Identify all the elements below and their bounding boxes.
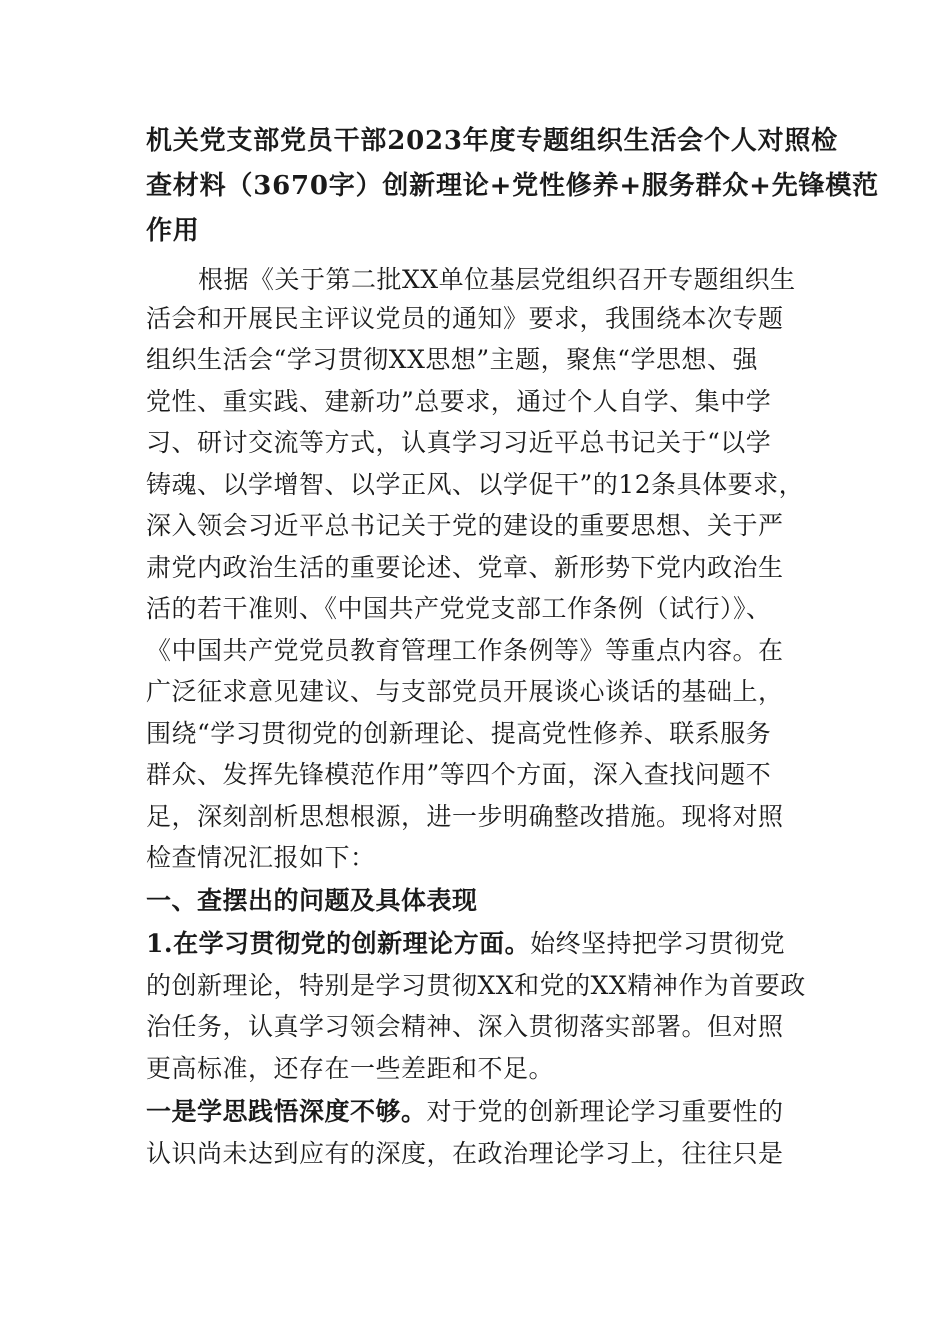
section-heading: 一、查摆出的问题及具体表现 — [146, 886, 478, 915]
intro-line-14: 足，深刻剖析思想根源，进一步明确整改措施。现将对照 — [146, 802, 784, 831]
point2-line-2: 认识尚未达到应有的深度，在政治理论学习上，往往只是 — [146, 1139, 784, 1168]
intro-line-9: 活的若干准则、《中国共产党党支部工作条例（试行）》、 — [146, 594, 772, 623]
intro-line-1: 根据《关于第二批XX单位基层党组织召开专题组织生 — [198, 265, 796, 294]
intro-line-2: 活会和开展民主评议党员的通知》要求，我围绕本次专题 — [146, 304, 784, 333]
intro-line-7: 深入领会习近平总书记关于党的建设的重要思想、关于严 — [146, 511, 784, 540]
intro-line-5: 习、研讨交流等方式，认真学习习近平总书记关于“以学 — [146, 428, 772, 457]
intro-line-11: 广泛征求意见建议、与支部党员开展谈心谈话的基础上， — [146, 677, 784, 706]
point2-bold-lead: 一是学思践悟深度不够。 — [146, 1097, 427, 1126]
document-title-line-1: 机关党支部党员干部2023年度专题组织生活会个人对照检 — [146, 126, 838, 156]
point1-bold-lead: 1.在学习贯彻党的创新理论方面。 — [146, 929, 531, 958]
point1-first-line — [146, 929, 785, 959]
intro-line-10: 《中国共产党党员教育管理工作条例等》等重点内容。在 — [146, 636, 784, 665]
intro-line-15: 检查情况汇报如下： — [146, 843, 376, 872]
point1-line-4: 更高标准，还存在一些差距和不足。 — [146, 1054, 555, 1083]
point1-first-line-rest: 始终坚持把学习贯彻党 — [530, 929, 786, 958]
intro-line-4: 党性、重实践、建新功”总要求，通过个人自学、集中学 — [146, 387, 772, 416]
intro-line-13: 群众、发挥先锋模范作用”等四个方面，深入查找问题不 — [146, 760, 772, 789]
point2-first-line — [146, 1097, 784, 1127]
document-title-line-3: 作用 — [146, 216, 200, 246]
point2-first-line-rest: 对于党的创新理论学习重要性的 — [426, 1097, 784, 1126]
intro-line-3: 组织生活会“学习贯彻XX思想”主题，聚焦“学思想、强 — [146, 345, 758, 374]
intro-line-8: 肃党内政治生活的重要论述、党章、新形势下党内政治生 — [146, 553, 784, 582]
document-title-line-2: 查材料（3670字）创新理论+党性修养+服务群众+先锋模范 — [146, 171, 879, 201]
intro-line-12: 围绕“学习贯彻党的创新理论、提高党性修养、联系服务 — [146, 719, 772, 748]
intro-line-6: 铸魂、以学增智、以学正风、以学促干”的12条具体要求， — [146, 470, 805, 499]
point1-line-3: 治任务，认真学习领会精神、深入贯彻落实部署。但对照 — [146, 1012, 784, 1041]
point1-line-2: 的创新理论，特别是学习贯彻XX和党的XX精神作为首要政 — [146, 971, 806, 1000]
